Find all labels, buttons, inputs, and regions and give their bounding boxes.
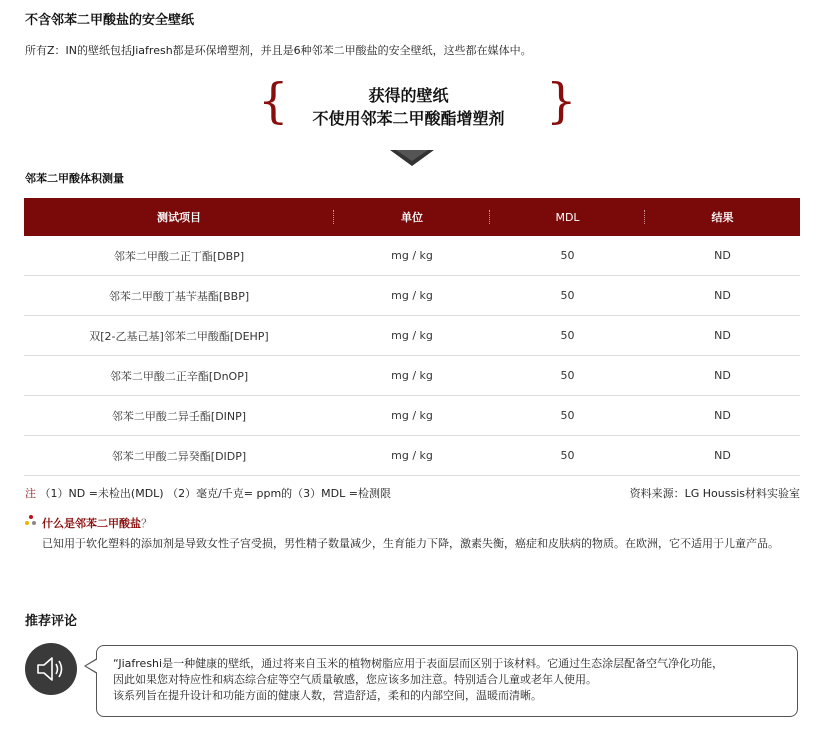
table-cell: 邻苯二甲酸二正丁酯[DBP] <box>24 236 334 276</box>
table-cell: mg / kg <box>334 436 490 476</box>
review-line: “Jiafreshi是一种健康的壁纸，通过将来自玉米的植物树脂应用于表面层而区别于该材料。它通过生态涂层配备空气净化功能， <box>113 657 724 670</box>
table-row <box>24 396 800 436</box>
table-cell: ND <box>645 316 800 356</box>
table-cell: 邻苯二甲酸二正辛酯[DnOP] <box>24 356 334 396</box>
table-cell: mg / kg <box>334 276 490 316</box>
table-cell: 50 <box>490 276 645 316</box>
note-mark: 注 <box>25 487 36 500</box>
table-cell: 双[2-乙基己基]邻苯二甲酸酯[DEHP] <box>24 316 334 356</box>
table-row <box>24 356 800 396</box>
table-cell: ND <box>645 236 800 276</box>
table-header: 测试项目 <box>24 198 334 236</box>
table-row <box>24 436 800 476</box>
review-bubble <box>96 645 798 717</box>
table-cell: mg / kg <box>334 236 490 276</box>
table-cell: 邻苯二甲酸二异壬酯[DINP] <box>24 396 334 436</box>
speaker-icon <box>25 643 77 695</box>
table-cell: ND <box>645 436 800 476</box>
table-header: 结果 <box>645 198 800 236</box>
brace-left: { <box>258 73 289 129</box>
question-mark: ？ <box>141 517 152 530</box>
section-title: 邻苯二甲酸体积测量 <box>25 172 124 185</box>
table-cell: 50 <box>490 356 645 396</box>
table-row <box>24 276 800 316</box>
what-is-body: 已知用于软化塑料的添加剂是导致女性子宫受损，男性精子数量减少，生育能力下降，激素失衡，癌症和皮肤病的物质。在欧洲，它不适用于儿童产品。 <box>42 537 779 550</box>
table-cell: mg / kg <box>334 396 490 436</box>
table-row <box>24 236 800 276</box>
intro-text: 所有Z：IN的壁纸包括Jiafresh都是环保增塑剂，并且是6种邻苯二甲酸盐的安全壁纸，这些都在媒体中。 <box>25 44 532 57</box>
triangle-down-inner <box>396 150 428 161</box>
table-cell: mg / kg <box>334 356 490 396</box>
table-cell: mg / kg <box>334 316 490 356</box>
table-cell: 50 <box>490 316 645 356</box>
table-header-row <box>24 198 800 236</box>
table-cell: 50 <box>490 436 645 476</box>
dots-bullet-icon <box>25 515 37 527</box>
table-cell: ND <box>645 396 800 436</box>
table-cell: 50 <box>490 396 645 436</box>
banner <box>0 73 817 130</box>
review-line: 该系列旨在提升设计和功能方面的健康人数，营造舒适，柔和的内部空间，温暖而清晰。 <box>113 689 542 702</box>
measurement-table <box>24 198 800 476</box>
table-row <box>24 316 800 356</box>
review-heading: 推荐评论 <box>25 614 78 629</box>
table-header: 单位 <box>334 198 490 236</box>
table-cell: ND <box>645 276 800 316</box>
review-text <box>113 656 785 704</box>
what-is-heading <box>42 515 152 531</box>
table-cell: 邻苯二甲酸丁基苄基酯[BBP] <box>24 276 334 316</box>
table-header: MDL <box>490 198 645 236</box>
banner-line-2: 不使用邻苯二甲酸酯增塑剂 <box>312 109 505 128</box>
brace-right: } <box>546 73 577 129</box>
note-text: （1）ND =未检出(MDL) （2）毫克/千克= ppm的（3）MDL =检测限 <box>39 487 391 500</box>
data-source: 资料来源：LG Houssis材料实验室 <box>629 487 800 500</box>
table-cell: ND <box>645 356 800 396</box>
table-cell: 邻苯二甲酸二异癸酯[DIDP] <box>24 436 334 476</box>
what-is-title: 什么是邻苯二甲酸盐 <box>42 517 141 530</box>
review-line: 因此如果您对特应性和病态综合症等空气质量敏感，您应该多加注意。特别适合儿童或老年人使用。 <box>113 673 597 686</box>
table-note <box>25 485 391 501</box>
banner-line-1: 获得的壁纸 <box>368 86 449 105</box>
page-title: 不含邻苯二甲酸盐的安全壁纸 <box>25 13 195 28</box>
table-cell: 50 <box>490 236 645 276</box>
